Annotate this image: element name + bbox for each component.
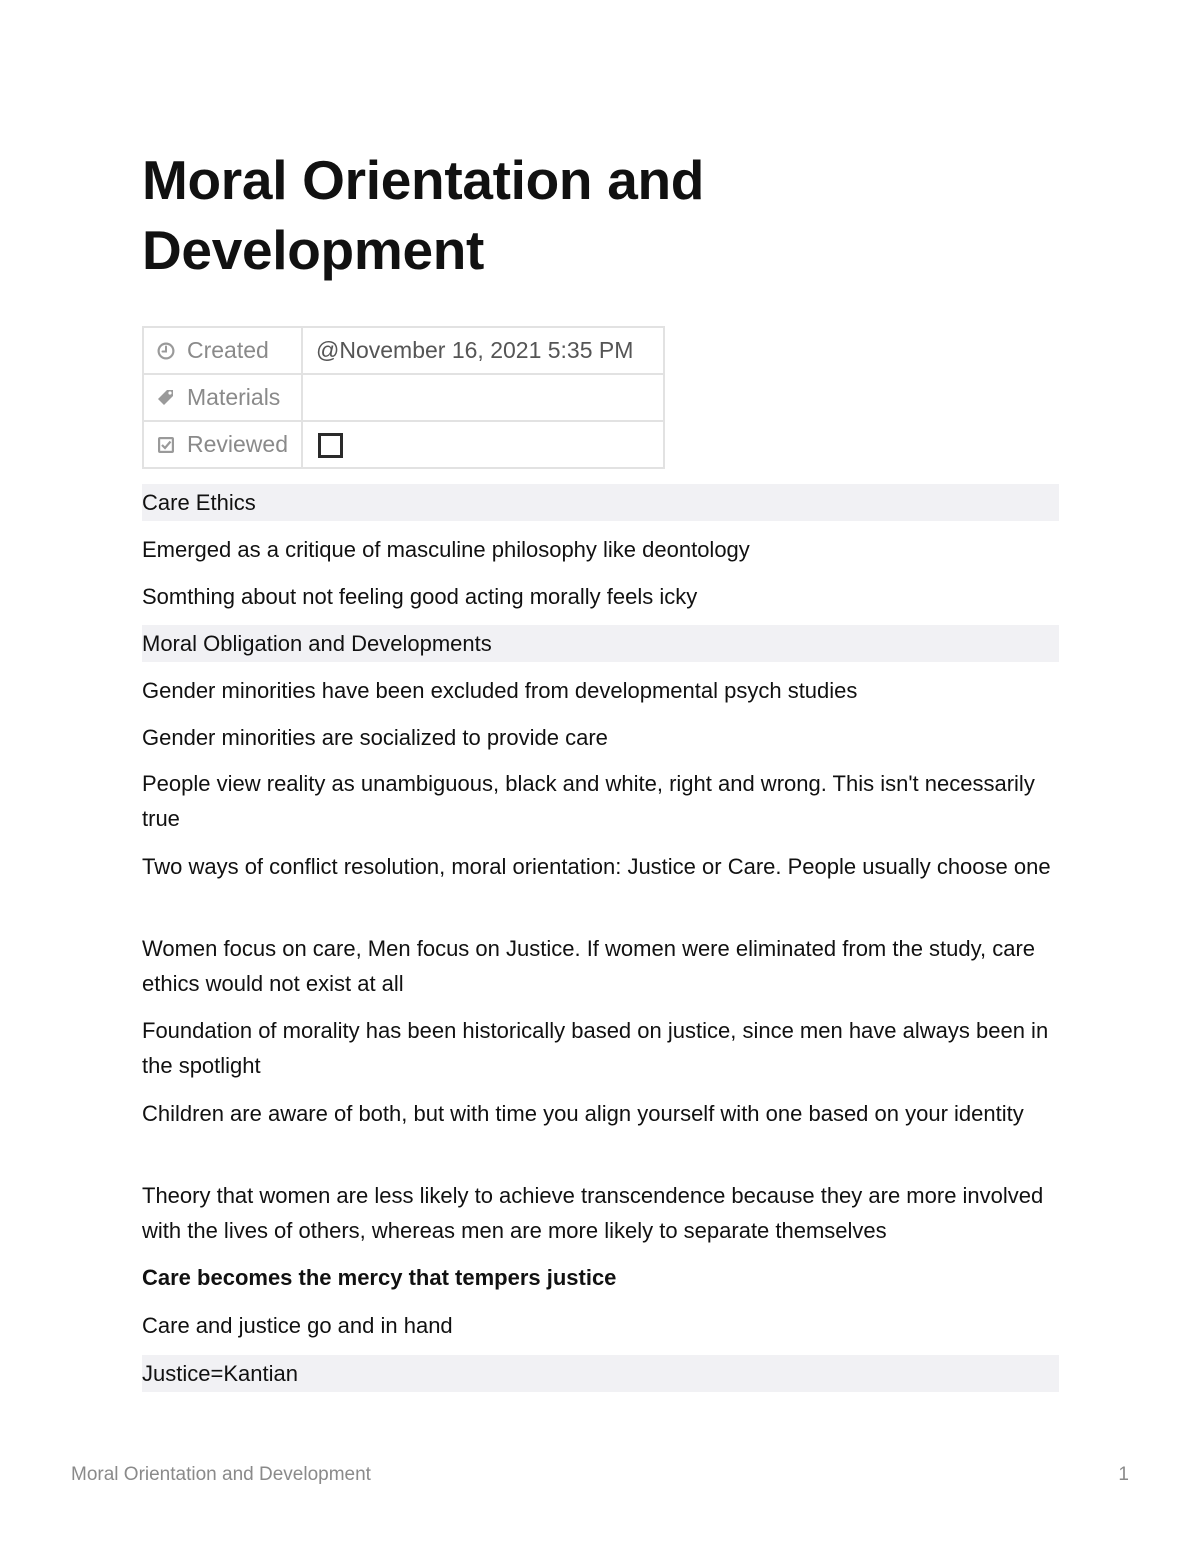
- paragraph-bold: Care becomes the mercy that tempers justice: [142, 1265, 617, 1290]
- heading-moral-obligation: Moral Obligation and Developments: [142, 625, 1059, 662]
- tag-icon: [156, 388, 176, 408]
- paragraph: Children are aware of both, but with time you align yourself with one based on your identity: [142, 1101, 1024, 1126]
- property-value-materials[interactable]: [302, 374, 664, 421]
- paragraph: Emerged as a critique of masculine philosophy like deontology: [142, 537, 750, 562]
- footer-document-title: Moral Orientation and Development: [71, 1464, 371, 1485]
- footer-page-number: 1: [1118, 1464, 1129, 1485]
- paragraph: Theory that women are less likely to achieve transcendence because they are more involved with the lives of others, whereas men are more likely to separate themselves: [142, 1183, 1044, 1243]
- property-label-reviewed: Reviewed: [187, 431, 288, 457]
- property-value-reviewed: [302, 421, 664, 468]
- property-key-materials: [143, 374, 302, 421]
- properties-table: [142, 326, 665, 469]
- paragraph: Somthing about not feeling good acting morally feels icky: [142, 584, 698, 609]
- paragraph: Two ways of conflict resolution, moral orientation: Justice or Care. People usually choose one: [142, 854, 1051, 879]
- property-label-created: Created: [187, 337, 269, 363]
- paragraph: People view reality as unambiguous, black and white, right and wrong. This isn't necessarily true: [142, 771, 1035, 831]
- property-label-materials: Materials: [187, 384, 281, 410]
- paragraph: Care and justice go and in hand: [142, 1313, 453, 1338]
- paragraph: Women focus on care, Men focus on Justice. If women were eliminated from the study, care ethics would not exist at all: [142, 936, 1036, 996]
- heading-justice: Justice=Kantian: [142, 1355, 1059, 1392]
- clock-icon: [156, 341, 176, 361]
- paragraph: Gender minorities have been excluded from developmental psych studies: [142, 678, 858, 703]
- property-row-created: [143, 327, 664, 374]
- property-key-reviewed: [143, 421, 302, 468]
- paragraph: Foundation of morality has been historically based on justice, since men have always been in the spotlight: [142, 1018, 1049, 1078]
- property-key-created: [143, 327, 302, 374]
- reviewed-checkbox[interactable]: [318, 433, 343, 458]
- page-title: Moral Orientation and Development: [142, 149, 705, 281]
- paragraph: Gender minorities are socialized to provide care: [142, 725, 608, 750]
- property-row-reviewed: [143, 421, 664, 468]
- property-value-created[interactable]: @November 16, 2021 5:35 PM: [302, 327, 664, 374]
- property-row-materials: [143, 374, 664, 421]
- checkbox-icon: [156, 435, 176, 455]
- heading-care-ethics: Care Ethics: [142, 484, 1059, 521]
